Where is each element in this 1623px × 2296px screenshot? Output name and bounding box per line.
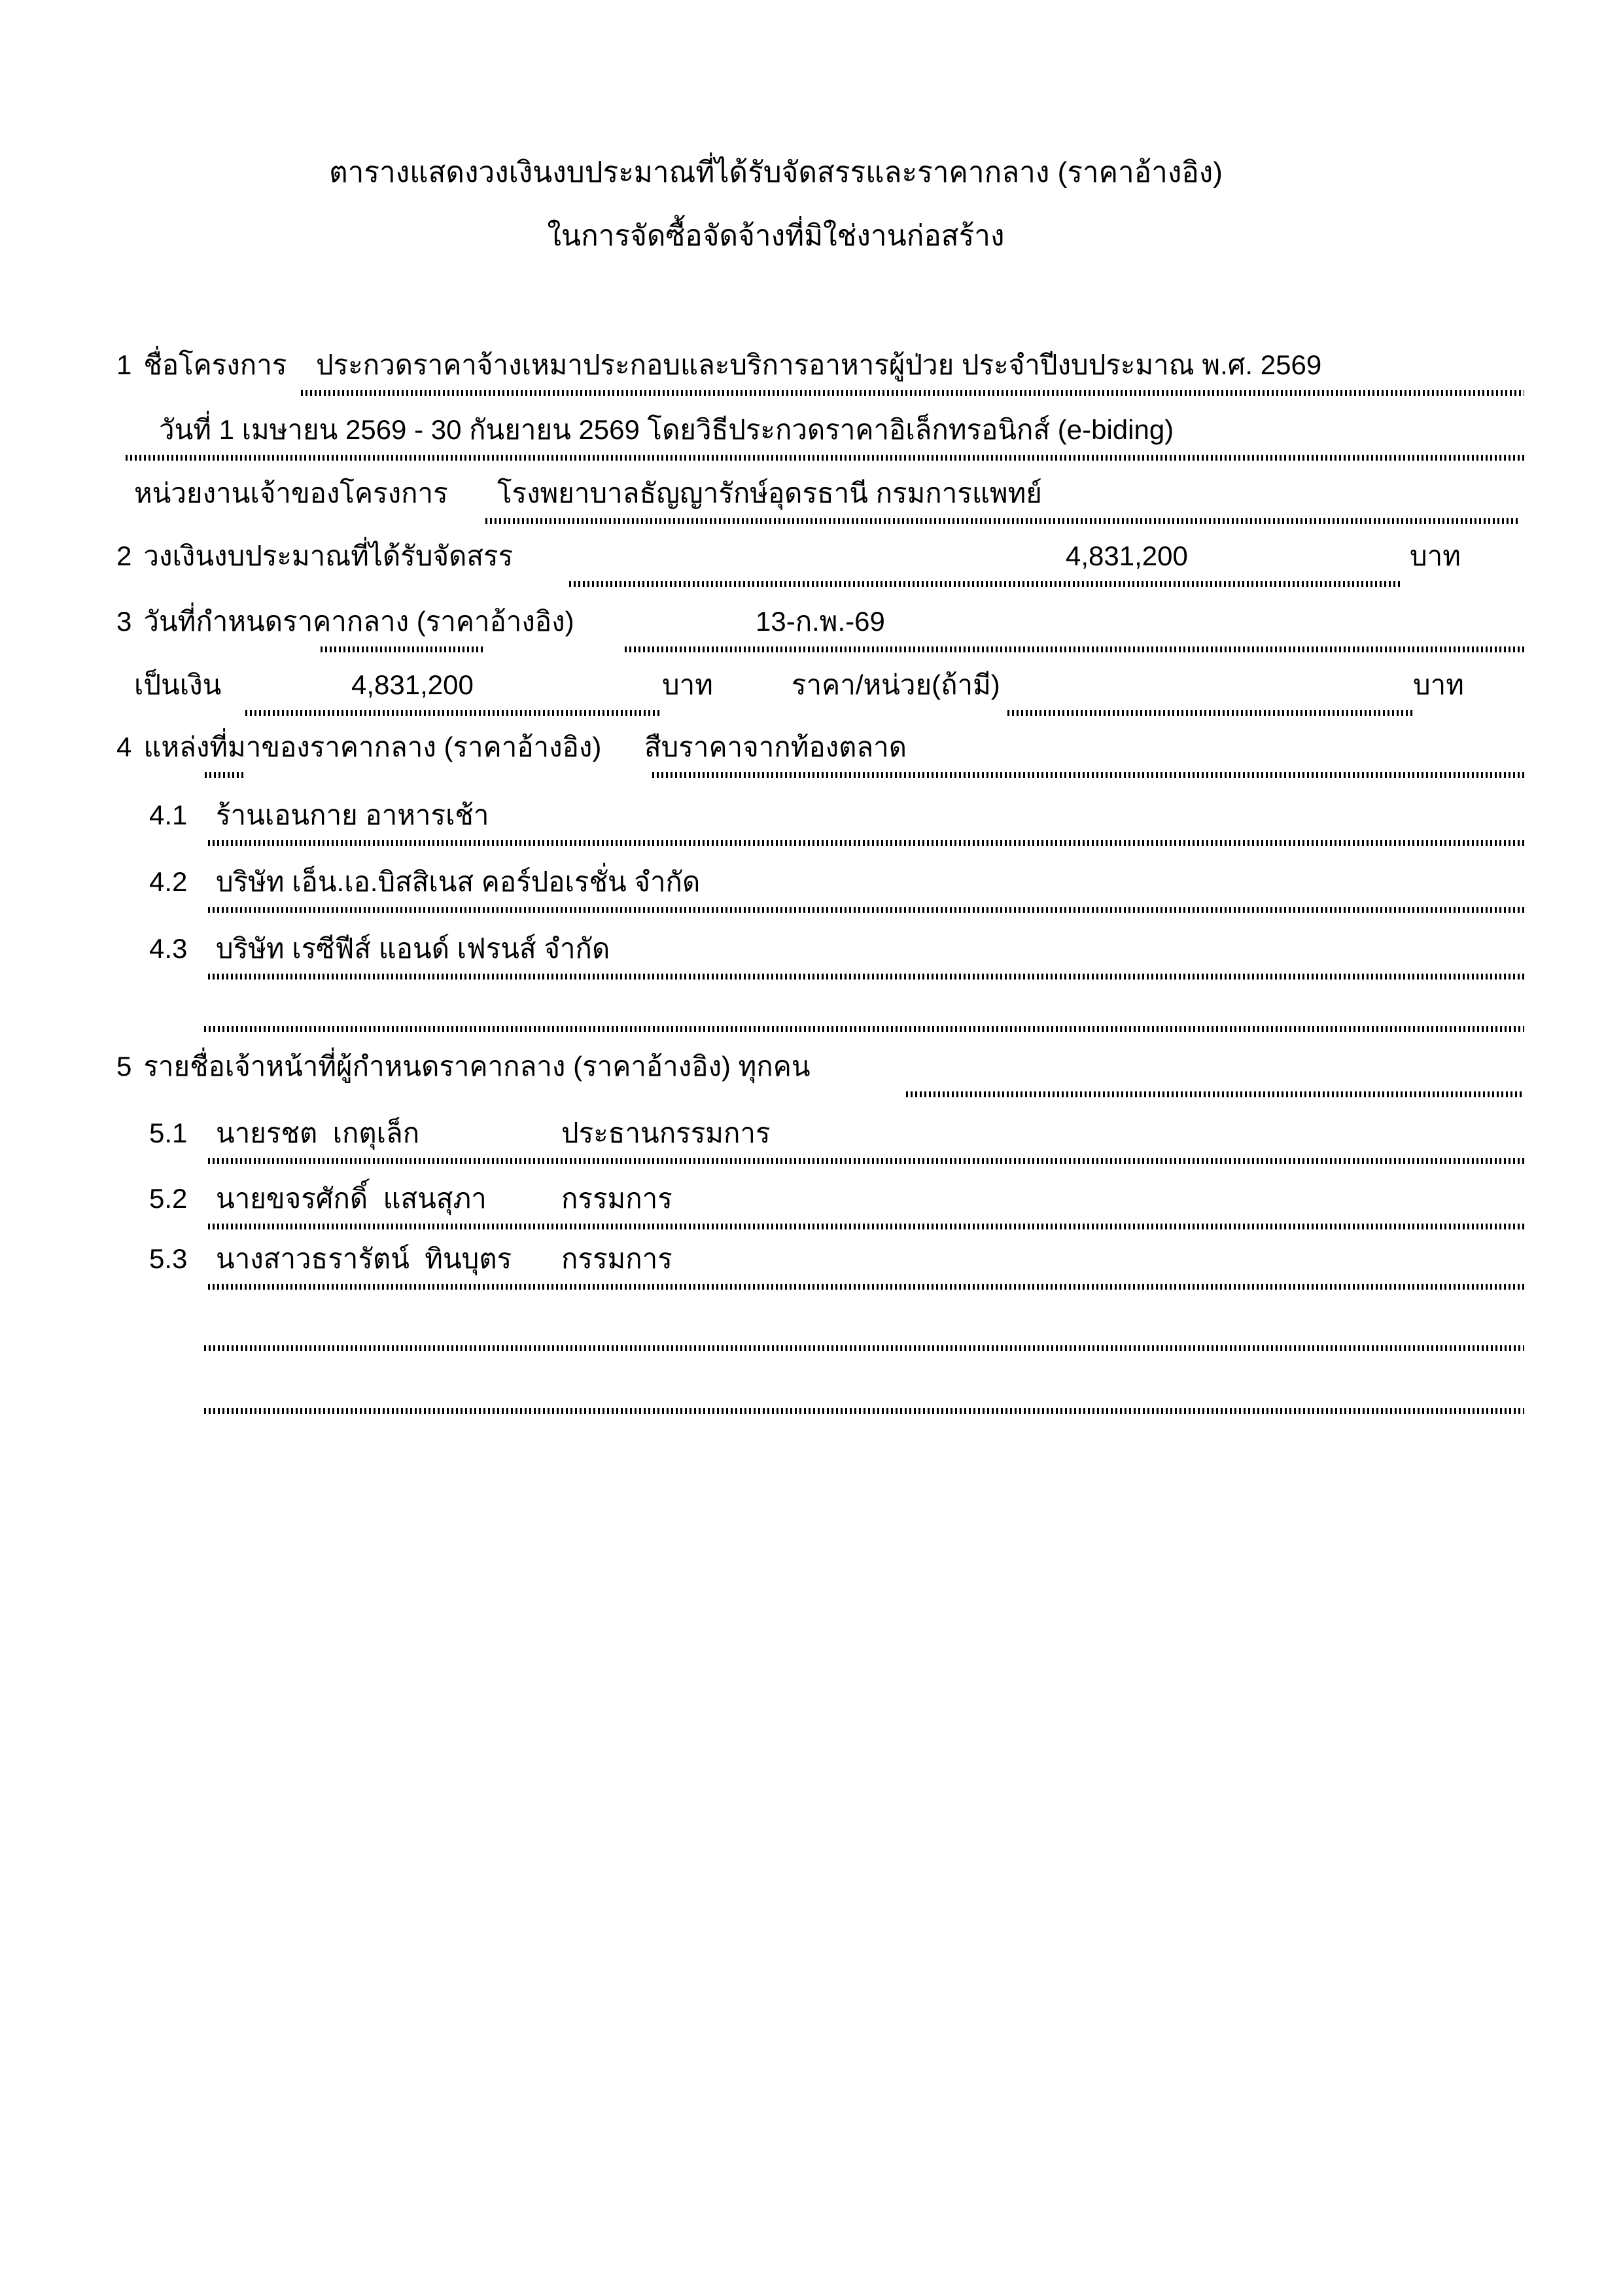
member-role: กรรมการ: [561, 1183, 672, 1214]
section2-number: 2: [116, 540, 132, 571]
fill-line: [208, 1224, 1524, 1229]
fill-line: [205, 772, 245, 778]
fill-line: [208, 840, 1524, 846]
project-name-value: ประกวดราคาจ้างเหมาประกอบและบริการอาหารผู้ป่วย ประจำปีงบประมาณ พ.ศ. 2569: [316, 349, 1322, 380]
source-item-name: บริษัท เอ็น.เอ.บิสสิเนส คอร์ปอเรชั่น จำกัด: [216, 866, 701, 897]
amount-value: 4,831,200: [351, 669, 474, 700]
empty-fill-line: [204, 1408, 1524, 1414]
section4-number: 4: [116, 732, 132, 762]
reference-price-date: 13-ก.พ.-69: [756, 606, 885, 637]
member-name: นางสาวธรารัตน์ ทินบุตร: [216, 1243, 512, 1274]
section2-label: 2 วงเงินงบประมาณที่ได้รับจัดสรร: [116, 540, 514, 571]
fill-line: [321, 646, 484, 652]
amount-label: เป็นเงิน: [134, 669, 222, 700]
member-number: 5.1: [149, 1118, 188, 1148]
budget-unit: บาท: [1410, 540, 1461, 571]
amount-unit: บาท: [662, 669, 713, 700]
member-role: ประธานกรรมการ: [561, 1118, 771, 1148]
section3-number: 3: [116, 606, 132, 637]
agency-value: โรงพยาบาลธัญญารักษ์อุดรธานี กรมการแพทย์: [497, 478, 1042, 508]
source-item-number: 4.3: [149, 933, 188, 964]
document-title-line2: ในการจัดซื้อจัดจ้างที่มิใช่งานก่อสร้าง: [547, 220, 1005, 252]
fill-line: [652, 772, 1524, 778]
fill-line: [301, 390, 1524, 396]
member-name: นายรชต เกตุเล็ก: [216, 1118, 420, 1148]
source-item-number: 4.1: [149, 800, 188, 830]
section3-label: 3 วันที่กำหนดราคากลาง (ราคาอ้างอิง): [116, 606, 574, 637]
fill-line: [208, 1158, 1524, 1164]
price-source-value: สืบราคาจากท้องตลาด: [644, 732, 907, 762]
section5-label: 5 รายชื่อเจ้าหน้าที่ผู้กำหนดราคากลาง (ราคาอ้างอิง) ทุกคน: [116, 1051, 811, 1082]
section1-number: 1: [116, 349, 132, 380]
per-unit-label: ราคา/หน่วย(ถ้ามี): [792, 669, 1000, 700]
fill-line: [208, 1284, 1524, 1290]
budget-amount: 4,831,200: [1066, 540, 1188, 571]
member-name: นายขจรศักดิ์ แสนสุภา: [216, 1183, 487, 1214]
fill-line: [208, 907, 1524, 913]
fill-line: [569, 581, 1400, 587]
fill-line: [906, 1091, 1524, 1097]
fill-line: [208, 974, 1524, 980]
project-period-value: วันที่ 1 เมษายน 2569 - 30 กันยายน 2569 โดยวิธีประกวดราคาอิเล็กทรอนิกส์ (e-biding): [159, 414, 1174, 445]
document-title-line1: ตารางแสดงวงเงินงบประมาณที่ได้รับจัดสรรและราคากลาง (ราคาอ้างอิง): [329, 156, 1223, 188]
per-unit-unit: บาท: [1413, 669, 1464, 700]
agency-label: หน่วยงานเจ้าของโครงการ: [134, 478, 448, 508]
member-role: กรรมการ: [561, 1243, 672, 1274]
section1-label: 1 ชื่อโครงการ: [116, 349, 287, 380]
source-item-name: บริษัท เรซีฟีส์ แอนด์ เฟรนส์ จำกัด: [216, 933, 610, 964]
fill-line: [1007, 710, 1413, 716]
empty-fill-line: [204, 1345, 1524, 1351]
member-number: 5.2: [149, 1183, 188, 1214]
fill-line: [126, 455, 1524, 461]
empty-fill-line: [204, 1026, 1524, 1032]
section4-label: 4 แหล่งที่มาของราคากลาง (ราคาอ้างอิง): [116, 732, 602, 762]
member-number: 5.3: [149, 1243, 188, 1274]
source-item-name: ร้านเอนกาย อาหารเช้า: [216, 800, 489, 830]
fill-line: [245, 710, 662, 716]
source-item-number: 4.2: [149, 866, 188, 897]
fill-line: [485, 518, 1519, 524]
fill-line: [625, 646, 1524, 652]
section5-number: 5: [116, 1051, 132, 1082]
